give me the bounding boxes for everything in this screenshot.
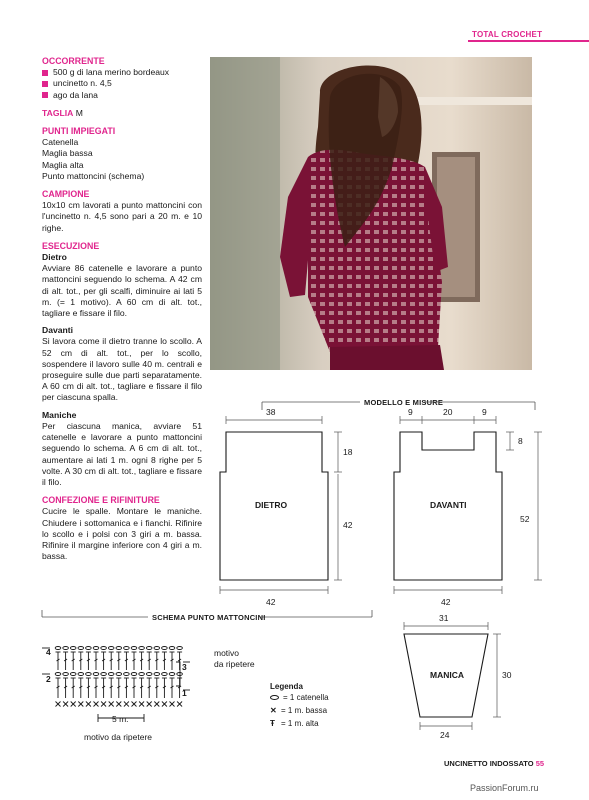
single-crochet-icon: ✕ [270,706,277,715]
davanti-shoulder-right-dim: 9 [482,407,487,417]
chart-stitch [70,673,76,676]
chart-stitch [55,647,61,650]
motivo-right-label: motivo da ripetere [214,648,255,669]
row-number: 2 [46,674,51,684]
chain-icon [270,695,279,700]
manica-bottom-dim: 24 [440,730,450,740]
chart-stitch [93,647,99,650]
confezione-title: CONFEZIONE E RIFINITURE [42,495,160,506]
davanti-bottom-dim: 42 [441,597,451,607]
chart-stitch [78,673,84,676]
occorrente-item: ago da lana [42,90,202,101]
davanti-neck-depth-dim: 8 [518,436,523,446]
chart-stitch [93,673,99,676]
confezione-text: Cucire le spalle. Montare le maniche. Chiudere i sottomanica e i fianchi. Rifinire lo scollo e i polsi con 3 giri a m. bassa. Rifinire il margine inferiore con 4 giri a m. bassa. [42,506,202,562]
dietro-side-dim: 42 [343,520,353,530]
davanti-title: Davanti [42,325,74,336]
chart-stitch [169,647,175,650]
chart-stitch [108,647,114,650]
chart-stitch [139,673,145,676]
davanti-neck-dim: 20 [443,407,453,417]
manica-top-dim: 31 [439,613,449,623]
davanti-shoulder-left-dim: 9 [408,407,413,417]
occorrente-item: 500 g di lana merino bordeaux [42,67,202,78]
motivo-bottom-label: motivo da ripetere [84,732,153,742]
legenda-item: Ŧ = 1 m. alta [270,719,319,728]
dietro-bottom-dim: 42 [266,597,276,607]
chart-stitch [124,647,130,650]
chart-stitch [154,647,160,650]
chart-stitch [154,673,160,676]
modello-title: MODELLO E MISURE [364,398,444,407]
page-footer: UNCINETTO INDOSSATO 55 [444,759,545,768]
dietro-armhole-dim: 18 [343,447,353,457]
schema-title: SCHEMA PUNTO MATTONCINI [152,613,266,622]
chart-stitch [177,647,183,650]
chart-stitch [108,673,114,676]
chart-stitch [116,647,122,650]
maniche-text: Per ciascuna manica, avviare 51 catenelle e lavorare a punto mattoncini seguendo lo schema. A 6 cm di alt. tot., aumentare ai lati 1 m. ogni 8 righe per 5 volte. A 30 cm di alt. tot., tagliare e fissare il filo. [42,420,202,487]
magazine-header: TOTAL CROCHET [472,30,543,39]
chart-stitch [124,673,130,676]
legenda-title: Legenda [270,682,303,691]
davanti-height-dim: 52 [520,514,530,524]
chart-stitch [169,673,175,676]
row-number: 1 [182,688,187,698]
davanti-text: Si lavora come il dietro tranne lo scollo. A 52 cm di alt. tot., per lo scollo, sospendere il lavoro sulle 40 m. centrali e proseguire sulle due parti separatamente. A 60 cm di alt. tot., tagliare e fissare il filo per ciascuna spalla. [42,336,202,403]
watermark: PassionForum.ru [470,783,539,793]
double-crochet-icon: Ŧ [270,719,275,728]
chart-stitch [101,673,107,676]
chart-stitch [162,673,168,676]
chart-stitch [139,647,145,650]
occorrente-item: uncinetto n. 4,5 [42,78,202,89]
chart-stitch [63,647,69,650]
campione-text: 10x10 cm lavorati a punto mattoncini con l'uncinetto n. 4,5 sono pari a 20 m. e 10 righe. [42,200,202,233]
chart-stitch [86,647,92,650]
chart-stitch [162,647,168,650]
chart-stitch [131,673,137,676]
manica-label: MANICA [430,670,464,680]
motivo-width-label: 5 m. [112,714,129,724]
chart-stitch [70,647,76,650]
punti-item: Catenella [42,137,79,148]
chart-stitch [146,673,152,676]
taglia: TAGLIA M [42,107,83,118]
esecuzione-title: ESECUZIONE [42,240,100,251]
punti-item: Maglia alta [42,159,84,170]
chart-stitch [55,673,61,676]
davanti-label: DAVANTI [430,500,467,510]
chart-stitch [131,647,137,650]
campione-title: CAMPIONE [42,189,90,200]
legenda-item: = 1 catenella [270,693,329,702]
chart-stitch [116,673,122,676]
legenda-item: ✕ = 1 m. bassa [270,706,328,715]
dietro-top-dim: 38 [266,407,276,417]
punti-item: Maglia bassa [42,148,93,159]
manica-height-dim: 30 [502,670,512,680]
row-number: 4 [46,647,51,657]
dietro-text: Avviare 86 catenelle e lavorare a punto mattoncini seguendo lo schema. A 42 cm di alt. tot., per gli scalfi, diminuire ai lati 5 m. (= 1 motivo). A 60 cm di alt. tot., tagliare e fissare il filo. [42,263,202,319]
occorrente-title: OCCORRENTE [42,56,105,66]
maniche-title: Maniche [42,409,77,420]
chart-stitch [101,647,107,650]
chart-stitch [63,673,69,676]
punti-item: Punto mattoncini (schema) [42,170,145,181]
chart-stitch [146,647,152,650]
chart-stitch [86,673,92,676]
row-number: 3 [182,662,187,672]
dietro-title: Dietro [42,252,67,263]
chart-stitch [78,647,84,650]
punti-title: PUNTI IMPIEGATI [42,126,116,137]
dietro-label: DIETRO [255,500,288,510]
